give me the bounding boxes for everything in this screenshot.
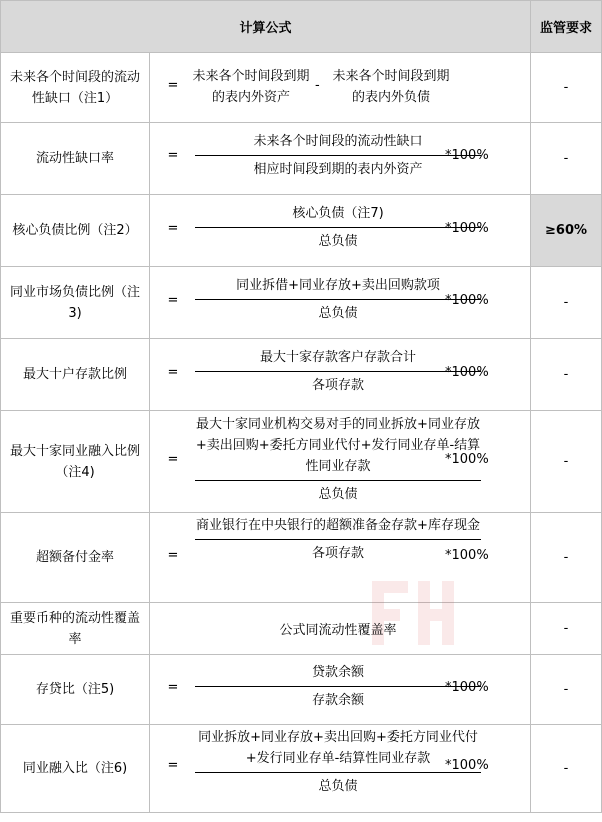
formula-cell bbox=[150, 725, 531, 813]
numerator: 商业银行在中央银行的超额准备金存款+库存现金 bbox=[196, 518, 480, 533]
indicator-name: 同业融入比（注6) bbox=[1, 725, 150, 813]
formula-cell bbox=[150, 195, 531, 267]
table-row bbox=[1, 725, 602, 813]
fraction bbox=[195, 203, 481, 252]
percent-factor: *100% bbox=[445, 548, 489, 563]
fraction-bar bbox=[195, 772, 481, 773]
equals-sign: = bbox=[167, 293, 179, 308]
table-row bbox=[1, 339, 602, 411]
table-row bbox=[1, 513, 602, 603]
indicator-name: 最大十户存款比例 bbox=[1, 339, 150, 411]
indicator-name: 未来各个时间段的流动性缺口（注1） bbox=[1, 53, 150, 123]
header-formula: 计算公式 bbox=[1, 1, 531, 53]
denominator: 总负债 bbox=[318, 234, 358, 249]
equals-sign: = bbox=[167, 365, 179, 380]
denominator: 相应时间段到期的表内外资产 bbox=[253, 162, 423, 177]
formula-cell bbox=[150, 53, 531, 123]
numerator: 同业拆借+同业存放+卖出回购款项 bbox=[236, 278, 440, 293]
table-row bbox=[1, 411, 602, 513]
percent-factor: *100% bbox=[445, 293, 489, 308]
fraction bbox=[195, 727, 481, 797]
percent-factor: *100% bbox=[445, 365, 489, 380]
numerator: 最大十家存款客户存款合计 bbox=[259, 350, 416, 365]
percent-factor: *100% bbox=[445, 221, 489, 236]
header-requirement: 监管要求 bbox=[531, 1, 602, 53]
denominator: 总负债 bbox=[318, 306, 358, 321]
numerator: 最大十家同业机构交易对手的同业拆放+同业存放+卖出回购+委托方同业代付+发行同业存单-结算性同业存款 bbox=[195, 417, 481, 474]
indicator-name: 流动性缺口率 bbox=[1, 123, 150, 195]
denominator: 总负债 bbox=[318, 779, 358, 794]
equals-sign: = bbox=[167, 221, 179, 236]
minus-sign: - bbox=[315, 78, 320, 93]
numerator: 同业拆放+同业存放+卖出回购+委托方同业代付+发行同业存单-结算性同业存款 bbox=[198, 730, 478, 766]
formula-cell bbox=[150, 411, 531, 513]
requirement-value: - bbox=[531, 123, 602, 195]
formula-term-assets: 未来各个时间段到期的表内外资产 bbox=[192, 69, 310, 105]
table-row bbox=[1, 123, 602, 195]
fraction bbox=[195, 414, 481, 505]
requirement-value: ≥60% bbox=[531, 195, 602, 267]
equals-sign: = bbox=[167, 452, 179, 467]
denominator: 总负债 bbox=[318, 487, 358, 502]
indicator-name: 核心负债比例（注2） bbox=[1, 195, 150, 267]
table-row bbox=[1, 53, 602, 123]
requirement-value: - bbox=[531, 411, 602, 513]
equals-sign: = bbox=[167, 148, 179, 163]
table-row bbox=[1, 195, 602, 267]
fraction-bar bbox=[195, 155, 481, 156]
percent-factor: *100% bbox=[445, 148, 489, 163]
fraction-bar bbox=[195, 299, 481, 300]
equals-sign: = bbox=[167, 548, 179, 563]
formula-cell bbox=[150, 655, 531, 725]
table-row bbox=[1, 655, 602, 725]
fraction bbox=[195, 131, 481, 180]
requirement-value: - bbox=[531, 513, 602, 603]
fraction bbox=[195, 275, 481, 324]
formula-text: 公式同流动性覆盖率 bbox=[279, 623, 397, 638]
numerator: 核心负债（注7) bbox=[292, 206, 384, 221]
fraction bbox=[195, 347, 481, 396]
percent-factor: *100% bbox=[445, 758, 489, 773]
indicator-name: 最大十家同业融入比例（注4) bbox=[1, 411, 150, 513]
percent-factor: *100% bbox=[445, 452, 489, 467]
requirement-value: - bbox=[531, 725, 602, 813]
fraction-bar bbox=[195, 480, 481, 481]
table-row bbox=[1, 267, 602, 339]
fraction-bar bbox=[195, 539, 481, 540]
fraction-bar bbox=[195, 686, 481, 687]
fraction bbox=[195, 662, 481, 711]
table-header-row bbox=[1, 1, 602, 53]
indicator-name: 同业市场负债比例（注3) bbox=[1, 267, 150, 339]
numerator: 未来各个时间段的流动性缺口 bbox=[253, 134, 423, 149]
requirement-value: - bbox=[531, 53, 602, 123]
denominator: 各项存款 bbox=[311, 546, 364, 561]
formula-cell bbox=[150, 339, 531, 411]
fraction-bar bbox=[195, 227, 481, 228]
equals-sign: = bbox=[167, 78, 179, 93]
formula-cell bbox=[150, 513, 531, 603]
percent-factor: *100% bbox=[445, 680, 489, 695]
formula-cell bbox=[150, 603, 531, 655]
equals-sign: = bbox=[167, 680, 179, 695]
formula-cell bbox=[150, 267, 531, 339]
indicator-name: 超额备付金率 bbox=[1, 513, 150, 603]
requirement-value: - bbox=[531, 267, 602, 339]
denominator: 存款余额 bbox=[311, 693, 364, 708]
fraction-bar bbox=[195, 371, 481, 372]
fraction bbox=[195, 515, 481, 564]
numerator: 贷款余额 bbox=[311, 665, 364, 680]
formula-cell bbox=[150, 123, 531, 195]
equals-sign: = bbox=[167, 758, 179, 773]
indicator-name: 重要币种的流动性覆盖率 bbox=[1, 603, 150, 655]
table-row bbox=[1, 603, 602, 655]
formula-term-liabilities: 未来各个时间段到期的表内外负债 bbox=[332, 69, 450, 105]
requirement-value: - bbox=[531, 655, 602, 725]
requirement-value: - bbox=[531, 603, 602, 655]
indicator-name: 存贷比（注5) bbox=[1, 655, 150, 725]
requirement-value: - bbox=[531, 339, 602, 411]
denominator: 各项存款 bbox=[311, 378, 364, 393]
